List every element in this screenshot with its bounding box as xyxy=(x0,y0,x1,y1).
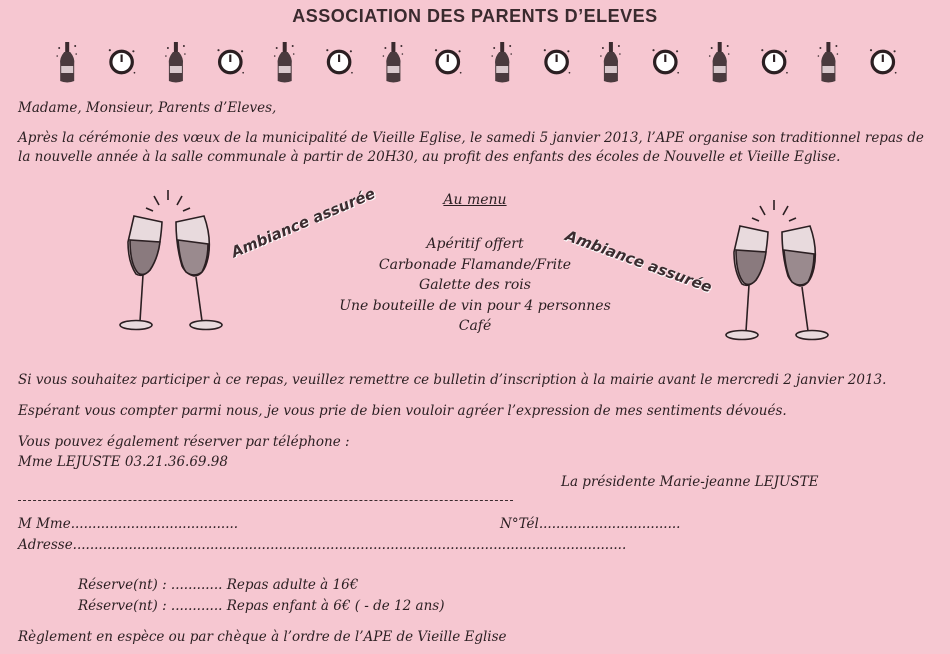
cut-line xyxy=(18,500,513,501)
closing-text: Espérant vous compter parmi nous, je vous prie de bien vouloir agréer l’expression de mes sentiments dévoués. xyxy=(18,403,787,419)
greeting: Madame, Monsieur, Parents d’Eleves, xyxy=(18,100,277,116)
menu-title: Au menu xyxy=(443,192,507,208)
address-field: Adresse................................................................................................................................. xyxy=(18,537,627,553)
bottle-icon xyxy=(491,42,512,83)
bottle-icon xyxy=(383,42,404,83)
clock-icon xyxy=(326,49,353,73)
clock-icon xyxy=(544,49,571,73)
child-reservation: Réserve(nt) : ............ Repas enfant à 6€ ( - de 12 ans) xyxy=(78,598,445,614)
menu-item: Galette des rois xyxy=(419,277,531,293)
name-field: M Mme....................................... xyxy=(18,516,239,532)
page-title: ASSOCIATION DES PARENTS D’ELEVES xyxy=(292,6,658,26)
clock-icon xyxy=(870,49,897,73)
ambiance-right: Ambiance assurée xyxy=(562,226,715,297)
ambiance-left: Ambiance assurée xyxy=(228,184,378,262)
clock-icon xyxy=(217,49,244,73)
bottle-icon xyxy=(818,42,839,83)
payment-text: Règlement en espèce ou par chèque à l’ordre de l’APE de Vieille Eglise xyxy=(18,629,507,645)
menu-item: Carbonade Flamande/Frite xyxy=(378,256,572,273)
menu-item: Café xyxy=(458,318,492,334)
bottle-icon xyxy=(600,42,621,83)
clock-icon xyxy=(761,49,788,73)
bottle-icon xyxy=(56,42,77,83)
phone-line: Vous pouvez également réserver par téléphone : xyxy=(18,434,350,450)
bottle-icon xyxy=(274,42,295,83)
menu-list xyxy=(0,234,950,337)
decorative-border xyxy=(40,40,910,84)
adult-reservation: Réserve(nt) : ............ Repas adulte à 16€ xyxy=(78,577,359,593)
clock-icon xyxy=(435,49,462,73)
participation-text: Si vous souhaitez participer à ce repas, veuillez remettre ce bulletin d’inscription à la mairie avant le mercredi 2 janvier 2013. xyxy=(18,372,887,388)
intro-paragraph: Après la cérémonie des vœux de la municipalité de Vieille Eglise, le samedi 5 janvier 2013, l’APE organise son traditionnel repas de la nouvelle année à la salle communale à partir de 20H30, au profit des enfants des écoles de Nouvelle et Vieille Eglise. xyxy=(18,130,924,165)
phone-contact: Mme LEJUSTE 03.21.36.69.98 xyxy=(18,454,228,470)
menu-item: Apéritif offert xyxy=(426,236,524,252)
bottle-icon xyxy=(165,42,186,83)
signature: La présidente Marie-jeanne LEJUSTE xyxy=(561,474,819,490)
clock-icon xyxy=(652,49,679,73)
bottle-icon xyxy=(709,42,730,83)
phone-field: N°Tél................................. xyxy=(500,516,681,532)
menu-item: Une bouteille de vin pour 4 personnes xyxy=(339,297,611,314)
clock-icon xyxy=(109,49,136,73)
